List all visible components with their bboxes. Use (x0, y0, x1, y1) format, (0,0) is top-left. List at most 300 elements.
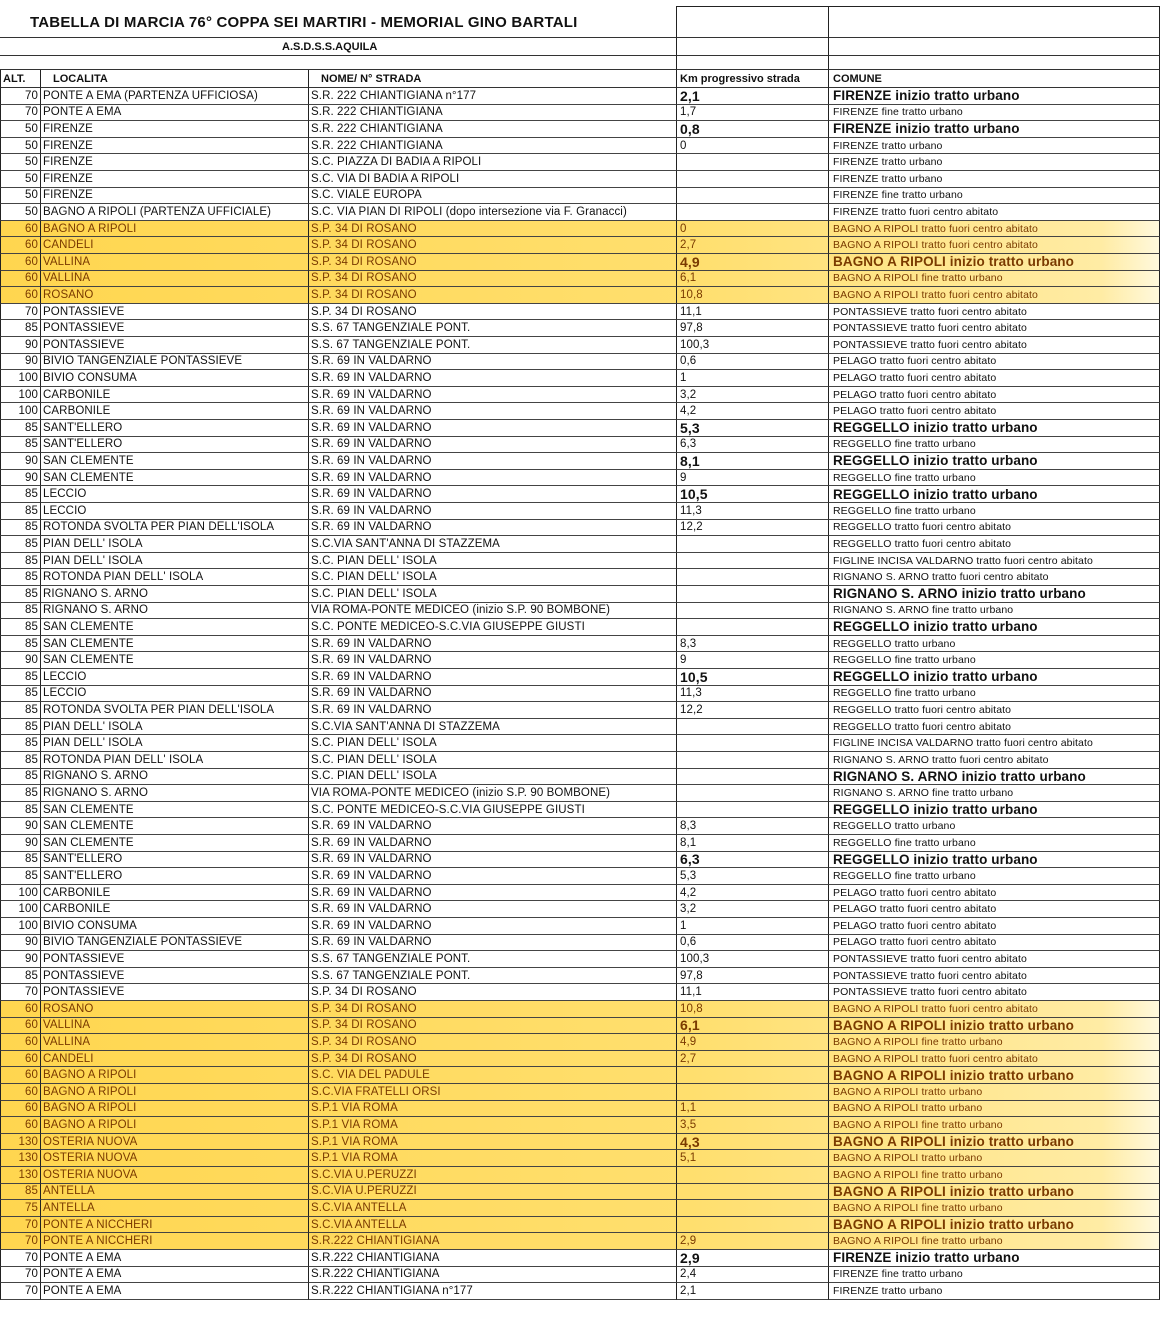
localita-cell: PONTE A NICCHERI (40, 1233, 308, 1250)
comune-cell: PELAGO tratto fuori centro abitato (828, 935, 1160, 952)
km-cell: 11,3 (676, 686, 828, 703)
comune-cell: BAGNO A RIPOLI tratto fuori centro abitato (828, 221, 1160, 238)
km-cell: 11,3 (676, 503, 828, 520)
altitude-cell: 70 (0, 105, 40, 122)
table-row (0, 553, 1160, 570)
table-row (0, 636, 1160, 653)
localita-cell: SANT'ELLERO (40, 852, 308, 869)
km-cell: 5,1 (676, 1150, 828, 1167)
localita-cell: BAGNO A RIPOLI (40, 221, 308, 238)
table-row (0, 387, 1160, 404)
comune-cell: REGGELLO fine tratto urbano (828, 470, 1160, 487)
comune-cell: FIRENZE tratto urbano (828, 154, 1160, 171)
table-row (0, 1051, 1160, 1068)
altitude-cell: 60 (0, 1101, 40, 1118)
table-row (0, 669, 1160, 686)
localita-cell: BAGNO A RIPOLI (40, 1084, 308, 1101)
comune-cell: BAGNO A RIPOLI inizio tratto urbano (828, 1184, 1160, 1201)
localita-cell: FIRENZE (40, 154, 308, 171)
localita-cell: CANDELI (40, 1051, 308, 1068)
table-row (0, 1250, 1160, 1267)
km-cell (676, 785, 828, 802)
localita-cell: SAN CLEMENTE (40, 636, 308, 653)
strada-cell: S.R.222 CHIANTIGIANA (308, 1267, 676, 1284)
altitude-cell: 85 (0, 719, 40, 736)
strada-cell: S.R. 69 IN VALDARNO (308, 403, 676, 420)
altitude-cell: 100 (0, 403, 40, 420)
comune-cell: BAGNO A RIPOLI fine tratto urbano (828, 1117, 1160, 1134)
km-cell: 1 (676, 918, 828, 935)
altitude-cell: 130 (0, 1134, 40, 1151)
table-row (0, 105, 1160, 122)
km-cell: 1,7 (676, 105, 828, 122)
altitude-cell: 70 (0, 1217, 40, 1234)
km-cell (676, 1217, 828, 1234)
table-row (0, 769, 1160, 786)
localita-cell: VALLINA (40, 1034, 308, 1051)
localita-cell: ROTONDA SVOLTA PER PIAN DELL'ISOLA (40, 702, 308, 719)
table-row (0, 802, 1160, 819)
localita-cell: SAN CLEMENTE (40, 652, 308, 669)
altitude-cell: 85 (0, 669, 40, 686)
altitude-cell: 85 (0, 785, 40, 802)
localita-cell: CARBONILE (40, 403, 308, 420)
strada-cell: S.R. 69 IN VALDARNO (308, 420, 676, 437)
altitude-cell: 60 (0, 1117, 40, 1134)
title-row (0, 6, 1160, 38)
km-cell: 9 (676, 652, 828, 669)
localita-cell: ROTONDA SVOLTA PER PIAN DELL'ISOLA (40, 520, 308, 537)
altitude-cell: 90 (0, 951, 40, 968)
table-row (0, 1167, 1160, 1184)
km-cell (676, 752, 828, 769)
comune-cell: BAGNO A RIPOLI fine tratto urbano (828, 1034, 1160, 1051)
km-cell: 4,2 (676, 885, 828, 902)
localita-cell: SAN CLEMENTE (40, 835, 308, 852)
altitude-cell: 50 (0, 121, 40, 138)
km-cell: 2,1 (676, 88, 828, 105)
table-row (0, 1117, 1160, 1134)
header-strada: NOME/ N° STRADA (308, 70, 676, 88)
comune-cell: RIGNANO S. ARNO tratto fuori centro abitato (828, 752, 1160, 769)
km-cell: 9 (676, 470, 828, 487)
localita-cell: PONTE A EMA (40, 1283, 308, 1300)
table-row (0, 486, 1160, 503)
km-cell: 6,3 (676, 437, 828, 454)
localita-cell: RIGNANO S. ARNO (40, 586, 308, 603)
table-row (0, 1233, 1160, 1250)
table-row (0, 702, 1160, 719)
comune-cell: PELAGO tratto fuori centro abitato (828, 387, 1160, 404)
strada-cell: S.C.VIA U.PERUZZI (308, 1167, 676, 1184)
strada-cell: S.S. 67 TANGENZIALE PONT. (308, 968, 676, 985)
table-row (0, 984, 1160, 1001)
localita-cell: ROSANO (40, 287, 308, 304)
km-cell (676, 204, 828, 221)
localita-cell: BIVIO CONSUMA (40, 918, 308, 935)
altitude-cell: 60 (0, 254, 40, 271)
comune-cell: REGGELLO inizio tratto urbano (828, 852, 1160, 869)
altitude-cell: 50 (0, 154, 40, 171)
localita-cell: ROTONDA PIAN DELL' ISOLA (40, 569, 308, 586)
header-km: Km progressivo strada (676, 70, 828, 88)
strada-cell: S.P. 34 DI ROSANO (308, 221, 676, 238)
altitude-cell: 90 (0, 935, 40, 952)
altitude-cell: 85 (0, 586, 40, 603)
localita-cell: SAN CLEMENTE (40, 802, 308, 819)
localita-cell: PONTE A EMA (40, 105, 308, 122)
strada-cell: S.R. 69 IN VALDARNO (308, 387, 676, 404)
strada-cell: S.S. 67 TANGENZIALE PONT. (308, 320, 676, 337)
localita-cell: SAN CLEMENTE (40, 470, 308, 487)
table-row (0, 304, 1160, 321)
localita-cell: FIRENZE (40, 171, 308, 188)
localita-cell: BAGNO A RIPOLI (40, 1067, 308, 1084)
strada-cell: S.C.VIA FRATELLI ORSI (308, 1084, 676, 1101)
comune-cell: FIRENZE tratto urbano (828, 138, 1160, 155)
localita-cell: SAN CLEMENTE (40, 453, 308, 470)
km-cell: 6,3 (676, 852, 828, 869)
strada-cell: S.P. 34 DI ROSANO (308, 1034, 676, 1051)
table-row (0, 337, 1160, 354)
localita-cell: VALLINA (40, 1018, 308, 1035)
localita-cell: PIAN DELL' ISOLA (40, 553, 308, 570)
altitude-cell: 85 (0, 636, 40, 653)
altitude-cell: 85 (0, 619, 40, 636)
comune-cell: BAGNO A RIPOLI tratto urbano (828, 1084, 1160, 1101)
km-cell: 2,7 (676, 237, 828, 254)
header-localita: LOCALITA (40, 70, 308, 88)
localita-cell: LECCIO (40, 686, 308, 703)
altitude-cell: 85 (0, 486, 40, 503)
localita-cell: PONTASSIEVE (40, 320, 308, 337)
altitude-cell: 85 (0, 686, 40, 703)
strada-cell: S.R.222 CHIANTIGIANA (308, 1233, 676, 1250)
table-row (0, 536, 1160, 553)
strada-cell: S.R. 69 IN VALDARNO (308, 868, 676, 885)
table-row (0, 603, 1160, 620)
table-row (0, 1283, 1160, 1300)
localita-cell: LECCIO (40, 669, 308, 686)
km-cell: 97,8 (676, 320, 828, 337)
table-row (0, 968, 1160, 985)
altitude-cell: 130 (0, 1167, 40, 1184)
strada-cell: S.R. 69 IN VALDARNO (308, 486, 676, 503)
localita-cell: PIAN DELL' ISOLA (40, 536, 308, 553)
table-row (0, 88, 1160, 105)
km-cell: 12,2 (676, 520, 828, 537)
comune-cell: PELAGO tratto fuori centro abitato (828, 403, 1160, 420)
km-cell: 6,1 (676, 1018, 828, 1035)
localita-cell: ROSANO (40, 1001, 308, 1018)
altitude-cell: 85 (0, 852, 40, 869)
comune-cell: PELAGO tratto fuori centro abitato (828, 370, 1160, 387)
km-cell: 6,1 (676, 271, 828, 288)
strada-cell: S.R.222 CHIANTIGIANA (308, 1250, 676, 1267)
strada-cell: S.C. PIAN DELL' ISOLA (308, 752, 676, 769)
strada-cell: S.C. VIA DEL PADULE (308, 1067, 676, 1084)
localita-cell: FIRENZE (40, 188, 308, 205)
comune-cell: PONTASSIEVE tratto fuori centro abitato (828, 304, 1160, 321)
localita-cell: PONTE A EMA (40, 1250, 308, 1267)
table-row (0, 188, 1160, 205)
km-cell (676, 536, 828, 553)
km-cell (676, 553, 828, 570)
comune-cell: RIGNANO S. ARNO fine tratto urbano (828, 785, 1160, 802)
km-cell: 0,8 (676, 121, 828, 138)
localita-cell: LECCIO (40, 503, 308, 520)
comune-cell: PELAGO tratto fuori centro abitato (828, 354, 1160, 371)
altitude-cell: 85 (0, 1184, 40, 1201)
localita-cell: CARBONILE (40, 885, 308, 902)
table-row (0, 520, 1160, 537)
localita-cell: VALLINA (40, 271, 308, 288)
localita-cell: RIGNANO S. ARNO (40, 603, 308, 620)
document-title: TABELLA DI MARCIA 76° COPPA SEI MARTIRI - MEMORIAL GINO BARTALI (30, 13, 578, 31)
strada-cell: S.C. PIAN DELL' ISOLA (308, 735, 676, 752)
comune-cell: PONTASSIEVE tratto fuori centro abitato (828, 320, 1160, 337)
altitude-cell: 70 (0, 88, 40, 105)
km-cell: 10,5 (676, 669, 828, 686)
organizer-name: A.S.D.S.S.AQUILA (282, 41, 378, 53)
comune-cell: RIGNANO S. ARNO inizio tratto urbano (828, 586, 1160, 603)
comune-cell: REGGELLO tratto urbano (828, 818, 1160, 835)
strada-cell: S.R. 222 CHIANTIGIANA n°177 (308, 88, 676, 105)
localita-cell: BAGNO A RIPOLI (40, 1117, 308, 1134)
comune-cell: FIRENZE inizio tratto urbano (828, 121, 1160, 138)
table-row (0, 403, 1160, 420)
table-row (0, 470, 1160, 487)
comune-cell: REGGELLO inizio tratto urbano (828, 486, 1160, 503)
altitude-cell: 60 (0, 1084, 40, 1101)
km-cell (676, 1167, 828, 1184)
altitude-cell: 85 (0, 503, 40, 520)
km-cell: 0,6 (676, 935, 828, 952)
comune-cell: REGGELLO fine tratto urbano (828, 437, 1160, 454)
table-row (0, 420, 1160, 437)
km-cell (676, 619, 828, 636)
altitude-cell: 70 (0, 984, 40, 1001)
altitude-cell: 100 (0, 387, 40, 404)
strada-cell: S.C.VIA U.PERUZZI (308, 1184, 676, 1201)
table-row (0, 171, 1160, 188)
table-row (0, 1084, 1160, 1101)
comune-cell: PELAGO tratto fuori centro abitato (828, 918, 1160, 935)
km-cell (676, 1084, 828, 1101)
strada-cell: S.R. 69 IN VALDARNO (308, 818, 676, 835)
comune-cell: FIRENZE fine tratto urbano (828, 105, 1160, 122)
comune-cell: REGGELLO fine tratto urbano (828, 868, 1160, 885)
comune-cell: BAGNO A RIPOLI inizio tratto urbano (828, 1217, 1160, 1234)
table-row (0, 271, 1160, 288)
km-cell: 4,9 (676, 1034, 828, 1051)
km-cell: 10,8 (676, 1001, 828, 1018)
strada-cell: S.P. 34 DI ROSANO (308, 287, 676, 304)
km-cell (676, 735, 828, 752)
comune-cell: BAGNO A RIPOLI inizio tratto urbano (828, 1134, 1160, 1151)
comune-cell: RIGNANO S. ARNO fine tratto urbano (828, 603, 1160, 620)
strada-cell: S.C. PIAN DELL' ISOLA (308, 586, 676, 603)
km-cell (676, 586, 828, 603)
km-cell: 4,2 (676, 403, 828, 420)
strada-cell: S.C. PIAN DELL' ISOLA (308, 769, 676, 786)
strada-cell: S.C. PIAZZA DI BADIA A RIPOLI (308, 154, 676, 171)
column-header-row (0, 70, 1160, 88)
spacer-row (0, 56, 1160, 70)
km-cell: 1,1 (676, 1101, 828, 1118)
km-cell: 0 (676, 221, 828, 238)
comune-cell: BAGNO A RIPOLI fine tratto urbano (828, 271, 1160, 288)
table-row (0, 752, 1160, 769)
table-row (0, 354, 1160, 371)
table-row (0, 1184, 1160, 1201)
strada-cell: S.R. 69 IN VALDARNO (308, 437, 676, 454)
altitude-cell: 50 (0, 138, 40, 155)
comune-cell: BAGNO A RIPOLI tratto fuori centro abitato (828, 237, 1160, 254)
strada-cell: S.R. 69 IN VALDARNO (308, 918, 676, 935)
altitude-cell: 85 (0, 968, 40, 985)
comune-cell: FIRENZE tratto fuori centro abitato (828, 204, 1160, 221)
strada-cell: S.P. 34 DI ROSANO (308, 1001, 676, 1018)
strada-cell: S.C.VIA SANT'ANNA DI STAZZEMA (308, 536, 676, 553)
localita-cell: SAN CLEMENTE (40, 619, 308, 636)
strada-cell: S.C.VIA ANTELLA (308, 1200, 676, 1217)
comune-cell: FIGLINE INCISA VALDARNO tratto fuori centro abitato (828, 735, 1160, 752)
comune-cell: REGGELLO fine tratto urbano (828, 652, 1160, 669)
strada-cell: S.R. 69 IN VALDARNO (308, 702, 676, 719)
strada-cell: S.R. 69 IN VALDARNO (308, 636, 676, 653)
comune-cell: BAGNO A RIPOLI inizio tratto urbano (828, 254, 1160, 271)
altitude-cell: 60 (0, 1018, 40, 1035)
km-cell: 0,6 (676, 354, 828, 371)
altitude-cell: 50 (0, 188, 40, 205)
comune-cell: REGGELLO inizio tratto urbano (828, 669, 1160, 686)
table-row (0, 370, 1160, 387)
localita-cell: PONTASSIEVE (40, 951, 308, 968)
altitude-cell: 90 (0, 835, 40, 852)
comune-cell: FIRENZE tratto urbano (828, 171, 1160, 188)
strada-cell: VIA ROMA-PONTE MEDICEO (inizio S.P. 90 BOMBONE) (308, 785, 676, 802)
strada-cell: S.S. 67 TANGENZIALE PONT. (308, 337, 676, 354)
strada-cell: S.P. 34 DI ROSANO (308, 1018, 676, 1035)
comune-cell: PELAGO tratto fuori centro abitato (828, 885, 1160, 902)
altitude-cell: 60 (0, 1034, 40, 1051)
strada-cell: VIA ROMA-PONTE MEDICEO (inizio S.P. 90 BOMBONE) (308, 603, 676, 620)
strada-cell: S.R.222 CHIANTIGIANA n°177 (308, 1283, 676, 1300)
strada-cell: S.R. 69 IN VALDARNO (308, 935, 676, 952)
localita-cell: BIVIO TANGENZIALE PONTASSIEVE (40, 935, 308, 952)
altitude-cell: 50 (0, 171, 40, 188)
localita-cell: SAN CLEMENTE (40, 818, 308, 835)
localita-cell: RIGNANO S. ARNO (40, 769, 308, 786)
table-row (0, 221, 1160, 238)
km-cell: 3,5 (676, 1117, 828, 1134)
strada-cell: S.P. 34 DI ROSANO (308, 271, 676, 288)
table-row (0, 1001, 1160, 1018)
localita-cell: PONTE A EMA (PARTENZA UFFICIOSA) (40, 88, 308, 105)
table-row (0, 1101, 1160, 1118)
table-row (0, 1134, 1160, 1151)
table-row (0, 154, 1160, 171)
strada-cell: S.P. 34 DI ROSANO (308, 254, 676, 271)
organizer-row (0, 38, 1160, 56)
comune-cell: BAGNO A RIPOLI fine tratto urbano (828, 1200, 1160, 1217)
table-row (0, 818, 1160, 835)
km-cell: 1 (676, 370, 828, 387)
comune-cell: BAGNO A RIPOLI tratto urbano (828, 1101, 1160, 1118)
strada-cell: S.P. 34 DI ROSANO (308, 1051, 676, 1068)
km-cell: 2,9 (676, 1233, 828, 1250)
km-cell (676, 603, 828, 620)
strada-cell: S.P. 34 DI ROSANO (308, 237, 676, 254)
km-cell: 2,4 (676, 1267, 828, 1284)
altitude-cell: 85 (0, 420, 40, 437)
strada-cell: S.C.VIA ANTELLA (308, 1217, 676, 1234)
km-cell (676, 1200, 828, 1217)
table-row (0, 619, 1160, 636)
table-row (0, 204, 1160, 221)
comune-cell: PELAGO tratto fuori centro abitato (828, 901, 1160, 918)
comune-cell: BAGNO A RIPOLI inizio tratto urbano (828, 1018, 1160, 1035)
altitude-cell: 60 (0, 287, 40, 304)
localita-cell: OSTERIA NUOVA (40, 1167, 308, 1184)
strada-cell: S.R. 69 IN VALDARNO (308, 354, 676, 371)
comune-cell: BAGNO A RIPOLI fine tratto urbano (828, 1167, 1160, 1184)
km-cell (676, 1067, 828, 1084)
localita-cell: PIAN DELL' ISOLA (40, 735, 308, 752)
strada-cell: S.C. VIA PIAN DI RIPOLI (dopo intersezione via F. Granacci) (308, 204, 676, 221)
altitude-cell: 100 (0, 901, 40, 918)
comune-cell: BAGNO A RIPOLI tratto fuori centro abitato (828, 1001, 1160, 1018)
altitude-cell: 70 (0, 304, 40, 321)
strada-cell: S.R. 222 CHIANTIGIANA (308, 105, 676, 122)
km-cell (676, 154, 828, 171)
strada-cell: S.C. VIALE EUROPA (308, 188, 676, 205)
altitude-cell: 85 (0, 752, 40, 769)
strada-cell: S.R. 222 CHIANTIGIANA (308, 138, 676, 155)
strada-cell: S.P. 34 DI ROSANO (308, 984, 676, 1001)
table-row (0, 852, 1160, 869)
strada-cell: S.R. 69 IN VALDARNO (308, 669, 676, 686)
table-row (0, 1034, 1160, 1051)
comune-cell: PONTASSIEVE tratto fuori centro abitato (828, 984, 1160, 1001)
altitude-cell: 85 (0, 868, 40, 885)
localita-cell: RIGNANO S. ARNO (40, 785, 308, 802)
localita-cell: OSTERIA NUOVA (40, 1150, 308, 1167)
comune-cell: RIGNANO S. ARNO inizio tratto urbano (828, 769, 1160, 786)
altitude-cell: 60 (0, 271, 40, 288)
strada-cell: S.C. VIA DI BADIA A RIPOLI (308, 171, 676, 188)
km-cell: 100,3 (676, 951, 828, 968)
table-row (0, 237, 1160, 254)
km-cell: 97,8 (676, 968, 828, 985)
strada-cell: S.R. 69 IN VALDARNO (308, 686, 676, 703)
altitude-cell: 130 (0, 1150, 40, 1167)
table-row (0, 121, 1160, 138)
km-cell: 10,8 (676, 287, 828, 304)
comune-cell: REGGELLO fine tratto urbano (828, 686, 1160, 703)
table-row (0, 868, 1160, 885)
altitude-cell: 60 (0, 221, 40, 238)
comune-cell: BAGNO A RIPOLI inizio tratto urbano (828, 1067, 1160, 1084)
comune-cell: BAGNO A RIPOLI tratto urbano (828, 1150, 1160, 1167)
table-row (0, 453, 1160, 470)
strada-cell: S.R. 69 IN VALDARNO (308, 852, 676, 869)
altitude-cell: 85 (0, 553, 40, 570)
table-row (0, 785, 1160, 802)
altitude-cell: 100 (0, 885, 40, 902)
altitude-cell: 90 (0, 818, 40, 835)
